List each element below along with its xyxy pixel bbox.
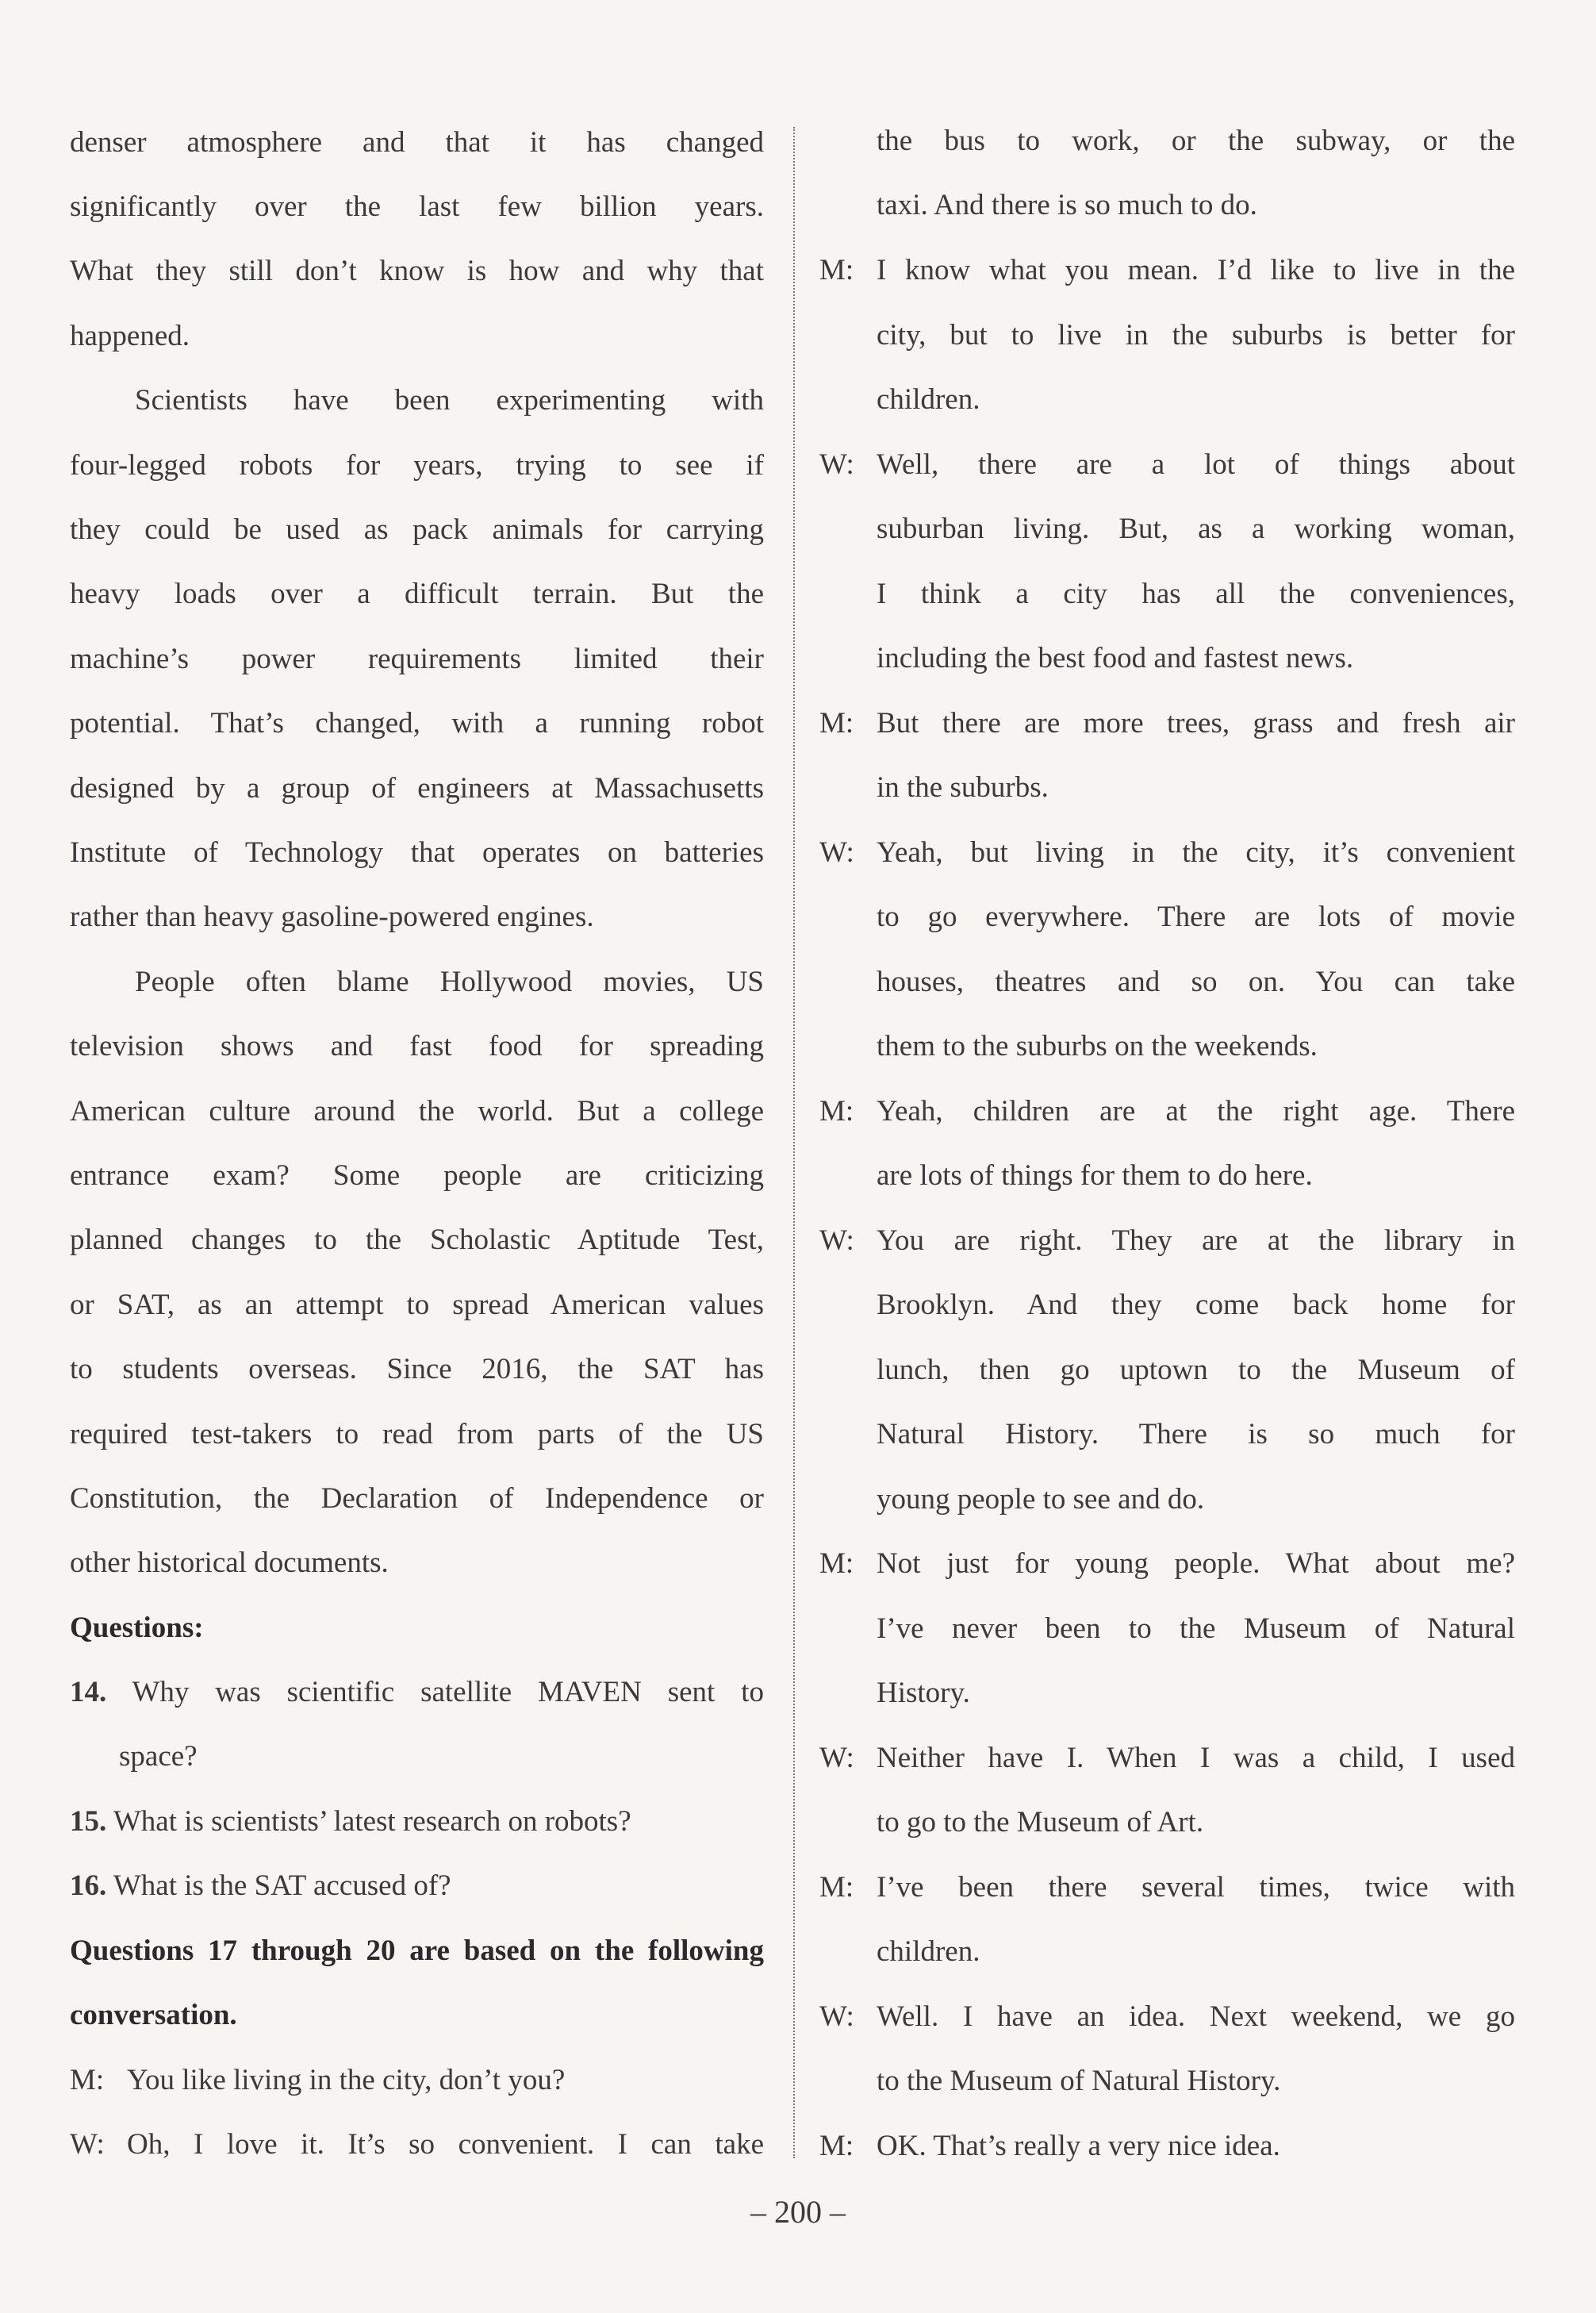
- dialogue-text: houses, theatres and so on. You can take: [877, 966, 1515, 998]
- text-line: Constitution, the Declaration of Independence or: [70, 1482, 764, 1515]
- text-line: television shows and fast food for spreading: [70, 1030, 764, 1062]
- dialogue-text: Brooklyn. And they come back home for: [877, 1289, 1515, 1321]
- dialogue-line: [819, 1671, 1515, 1716]
- text-line: the bus to work, or the subway, or the: [877, 125, 1515, 157]
- dialogue-text: to go to the Museum of Art.: [877, 1806, 1204, 1838]
- column-divider: [793, 127, 795, 2158]
- question-14-cont: space?: [119, 1740, 198, 1773]
- dialogue-text: I know what you mean. I’d like to live in the: [877, 254, 1515, 286]
- text-line: heavy loads over a difficult terrain. But the: [70, 578, 764, 610]
- dialogue-text: You like living in the city, don’t you?: [127, 2064, 566, 2096]
- dialogue-line: [819, 1865, 1515, 1910]
- dialogue-text: to the Museum of Natural History.: [877, 2065, 1281, 2097]
- dialogue-text: Yeah, children are at the right age. There: [877, 1095, 1515, 1128]
- dialogue-line: [819, 1348, 1515, 1393]
- dialogue-text: I’ve been there several times, twice with: [877, 1871, 1515, 1904]
- question-number: 14.: [70, 1676, 107, 1708]
- text-line: to students overseas. Since 2016, the SAT has: [70, 1353, 764, 1385]
- question-text: What is scientists’ latest research on robots?: [113, 1805, 631, 1838]
- text-line: happened.: [70, 320, 190, 352]
- dialogue-text: I’ve never been to the Museum of Natural: [877, 1612, 1515, 1645]
- dialogue-text: Neither have I. When I was a child, I used: [877, 1742, 1515, 1774]
- question-text: What is the SAT accused of?: [113, 1869, 451, 1902]
- dialogue-text: young people to see and do.: [877, 1483, 1205, 1516]
- speaker-label: W:: [819, 448, 854, 481]
- dialogue-line: [819, 766, 1515, 810]
- text-line: entrance exam? Some people are criticizing: [70, 1159, 764, 1192]
- dialogue-line: [819, 895, 1515, 939]
- dialogue-text: I think a city has all the conveniences,: [877, 578, 1515, 610]
- dialogue-text: children.: [877, 383, 980, 416]
- dialogue-line: [819, 1024, 1515, 1069]
- dialogue-line: [819, 1930, 1515, 1974]
- dialogue-line: [819, 443, 1515, 487]
- dialogue-text: You are right. They are at the library in: [877, 1224, 1515, 1257]
- question-14: [70, 1670, 764, 1715]
- question-15: [70, 1800, 764, 1844]
- text-line: they could be used as pack animals for carrying: [70, 513, 764, 546]
- speaker-label: W:: [70, 2128, 105, 2161]
- dialogue-line: [70, 2123, 764, 2167]
- dialogue-line: [819, 636, 1515, 681]
- text-line: required test-takers to read from parts of the US: [70, 1418, 764, 1450]
- text-line: potential. That’s changed, with a running robot: [70, 707, 764, 740]
- text-line: Institute of Technology that operates on batteries: [70, 836, 764, 869]
- dialogue-text: lunch, then go uptown to the Museum of: [877, 1354, 1515, 1386]
- question-number: 15.: [70, 1805, 107, 1838]
- speaker-label: M:: [819, 1095, 854, 1128]
- dialogue-line: [819, 1542, 1515, 1586]
- text-line: planned changes to the Scholastic Aptitude Test,: [70, 1224, 764, 1256]
- speaker-label: M:: [70, 2064, 105, 2096]
- question-text: Why was scientific satellite MAVEN sent to: [132, 1676, 764, 1708]
- text-line: People often blame Hollywood movies, US: [135, 966, 764, 998]
- dialogue-text: Well. I have an idea. Next weekend, we go: [877, 2000, 1515, 2033]
- dialogue-line: [819, 831, 1515, 875]
- dialogue-text: to go everywhere. There are lots of movie: [877, 901, 1515, 933]
- dialogue-line: [819, 701, 1515, 746]
- dialogue-line: [819, 1089, 1515, 1134]
- dialogue-line: [819, 1477, 1515, 1522]
- dialogue-line: [819, 313, 1515, 358]
- dialogue-text: children.: [877, 1935, 980, 1968]
- dialogue-line: [70, 2058, 764, 2103]
- dialogue-text: Well, there are a lot of things about: [877, 448, 1515, 481]
- dialogue-text: them to the suburbs on the weekends.: [877, 1030, 1318, 1062]
- speaker-label: W:: [819, 1742, 854, 1774]
- speaker-label: M:: [819, 1871, 854, 1904]
- section-heading-cont: conversation.: [70, 1999, 237, 2031]
- dialogue-text: city, but to live in the suburbs is better for: [877, 319, 1515, 352]
- speaker-label: W:: [819, 1224, 854, 1257]
- text-line: or SAT, as an attempt to spread American values: [70, 1289, 764, 1321]
- dialogue-line: [819, 1607, 1515, 1651]
- dialogue-line: [819, 1800, 1515, 1845]
- dialogue-line: [819, 1283, 1515, 1327]
- speaker-label: M:: [819, 707, 854, 740]
- text-line: taxi. And there is so much to do.: [877, 189, 1257, 221]
- dialogue-text: in the suburbs.: [877, 771, 1049, 804]
- dialogue-line: [819, 572, 1515, 617]
- dialogue-text: Oh, I love it. It’s so convenient. I can take: [127, 2128, 764, 2161]
- text-line: four-legged robots for years, trying to see if: [70, 449, 764, 482]
- dialogue-text: are lots of things for them to do here.: [877, 1159, 1313, 1192]
- questions-label: Questions:: [70, 1612, 204, 1644]
- dialogue-text: including the best food and fastest news.: [877, 642, 1354, 674]
- text-line: designed by a group of engineers at Massachusetts: [70, 772, 764, 805]
- speaker-label: M:: [819, 254, 854, 286]
- text-line: other historical documents.: [70, 1546, 389, 1579]
- dialogue-text: suburban living. But, as a working woman,: [877, 513, 1515, 545]
- text-line: Scientists have been experimenting with: [135, 384, 764, 417]
- dialogue-line: [819, 1154, 1515, 1198]
- question-number: 16.: [70, 1869, 107, 1902]
- question-16: [70, 1864, 764, 1908]
- dialogue-line: [819, 1736, 1515, 1781]
- dialogue-line: [819, 2124, 1515, 2169]
- text-line: significantly over the last few billion years.: [70, 190, 764, 223]
- section-heading: Questions 17 through 20 are based on the following: [70, 1935, 764, 1967]
- speaker-label: M:: [819, 2130, 854, 2162]
- dialogue-line: [819, 960, 1515, 1005]
- speaker-label: W:: [819, 2000, 854, 2033]
- speaker-label: W:: [819, 836, 854, 869]
- dialogue-text: But there are more trees, grass and fresh air: [877, 707, 1515, 740]
- dialogue-line: [819, 1995, 1515, 2039]
- dialogue-text: OK. That’s really a very nice idea.: [877, 2130, 1280, 2162]
- dialogue-text: Natural History. There is so much for: [877, 1418, 1515, 1450]
- dialogue-text: History.: [877, 1677, 970, 1709]
- page-number: – 200 –: [750, 2194, 846, 2230]
- dialogue-line: [819, 1219, 1515, 1263]
- dialogue-text: Not just for young people. What about me?: [877, 1547, 1515, 1580]
- text-line: denser atmosphere and that it has changed: [70, 126, 764, 159]
- dialogue-text: Yeah, but living in the city, it’s convenient: [877, 836, 1515, 869]
- dialogue-line: [819, 1412, 1515, 1457]
- text-line: machine’s power requirements limited their: [70, 643, 764, 675]
- dialogue-line: [819, 248, 1515, 293]
- dialogue-line: [819, 507, 1515, 551]
- dialogue-line: [819, 2059, 1515, 2104]
- speaker-label: M:: [819, 1547, 854, 1580]
- dialogue-line: [819, 378, 1515, 422]
- text-line: rather than heavy gasoline-powered engines.: [70, 901, 594, 933]
- text-line: What they still don’t know is how and why that: [70, 255, 764, 287]
- text-line: American culture around the world. But a college: [70, 1095, 764, 1128]
